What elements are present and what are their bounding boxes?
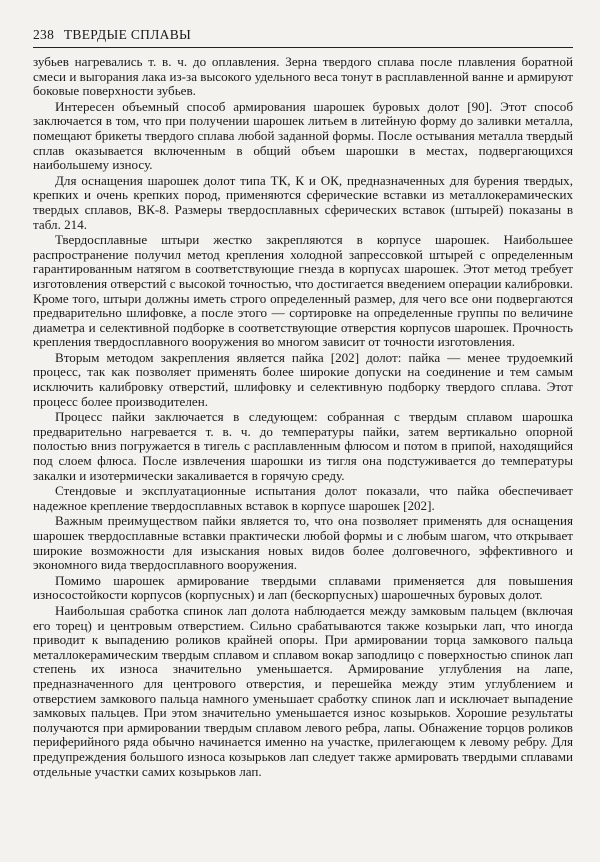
paragraph: Важным преимуществом пайки является то, что она позволяет применять для оснащения шарошек твердосплавные вставки практически любой формы и с любым шагом, что открывает широкие возможности для изыскания новых видов более долговечного, эффективного и экономного вида твердосплавного вооружения. <box>33 513 573 573</box>
header-rule <box>33 47 573 48</box>
body-text <box>33 55 573 780</box>
paragraph: Вторым методом закрепления является пайка [202] долот: пайка — менее трудоемкий процесс, так как позволяет применять более широкие допуски на соединение и тем самым исключить калибровку отверстий, шлифовку и селективную подборку твердого сплава. Этот процесс более производителен. <box>33 349 573 409</box>
paragraph: зубьев нагревались т. в. ч. до оплавления. Зерна твердого сплава после плавления боратной смеси и выгорания лака из-за высокого удельного веса тонут в расплавленной ванне и армируют боковые поверхности зубьев. <box>33 54 573 99</box>
page-number: 238 <box>33 27 55 42</box>
paragraph: Стендовые и эксплуатационные испытания долот показали, что пайка обеспечивает надежное крепление твердосплавных вставок в корпусе шарошек [202]. <box>33 483 573 513</box>
paragraph: Для оснащения шарошек долот типа ТК, К и ОК, предназначенных для бурения твердых, крепких и очень крепких пород, применяются сферические вставки из металлокерамических твердых сплавов, ВК-8. Размеры твердосплавных сферических вставок (штырей) показаны в табл. 214. <box>33 172 573 232</box>
running-header <box>33 27 573 43</box>
running-title: ТВЕРДЫЕ СПЛАВЫ <box>63 27 192 42</box>
paragraph: Процесс пайки заключается в следующем: собранная с твердым сплавом шарошка предварительно нагревается т. в. ч. до температуры пайки, затем вертикально опорной полостью вниз погружается в тигель с расплавленным флюсом и потом в припой, находящийся под слоем флюса. После извлечения шарошки из тигля она подстуживается до температуры закалки и изотермически закаливается в горячую среду. <box>33 409 573 483</box>
paragraph: Наибольшая сработка спинок лап долота наблюдается между замковым пальцем (включая его торец) и центровым отверстием. Сильно срабатываются также козырьки лап, что иногда приводит к выпадению роликов крайней опоры. При армировании торца замкового пальца металлокерамическим твердым сплавом и сплавом вокар заподлицо с поверхностью спинок лап степень их износа значительно уменьшается. Армирование углубления на лапе, предназначенного для центрового отверстия, и перешейка между этим углублением и отверстием замкового пальца намного уменьшает сработку спинок лап и исключает выпадение замковых пальцев. При этом значительно уменьшается износ козырьков. Хорошие результаты получаются при армировании твердым сплавом левого ребра, лапы. Обнажение торцов роликов периферийного ряда обычно начинается именно на участке, прилегающем к левому ребру. Для предупреждения большого износа козырьков лап следует также армировать твердыми сплавами отдельные участки самих козырьков лап. <box>33 602 573 779</box>
paragraph: Твердосплавные штыри жестко закрепляются в корпусе шарошек. Наибольшее распространение получил метод крепления холодной запрессовкой штырей с определенным гарантированным натягом в соответствующие гнезда в корпусах шарошек. Этот метод требует изготовления отверстий с высокой точностью, что достигается введением операции калибровки. Кроме того, штыри должны иметь строго определенный размер, для чего все они подвергаются предварительно шлифовке, а после этого — сортировке на определенные группы по величине диаметра и селективной подборке в соответствующие отверстия корпусов шарошек. Прочность крепления твердосплавного вооружения во многом зависит от точности изготовления. <box>33 232 573 350</box>
paragraph: Помимо шарошек армирование твердыми сплавами применяется для повышения износостойкости корпусов (корпусных) и лап (бескорпусных) шарошечных буровых долот. <box>33 572 573 603</box>
paragraph: Интересен объемный способ армирования шарошек буровых долот [90]. Этот способ заключается в том, что при получении шарошек литьем в литейную форму до заливки металла, помещают брикеты твердого сплава любой заданной формы. После остывания металла твердый сплав оказывается включенным в общий объем шарошки в местах, подвергающихся наибольшему износу. <box>33 98 573 173</box>
